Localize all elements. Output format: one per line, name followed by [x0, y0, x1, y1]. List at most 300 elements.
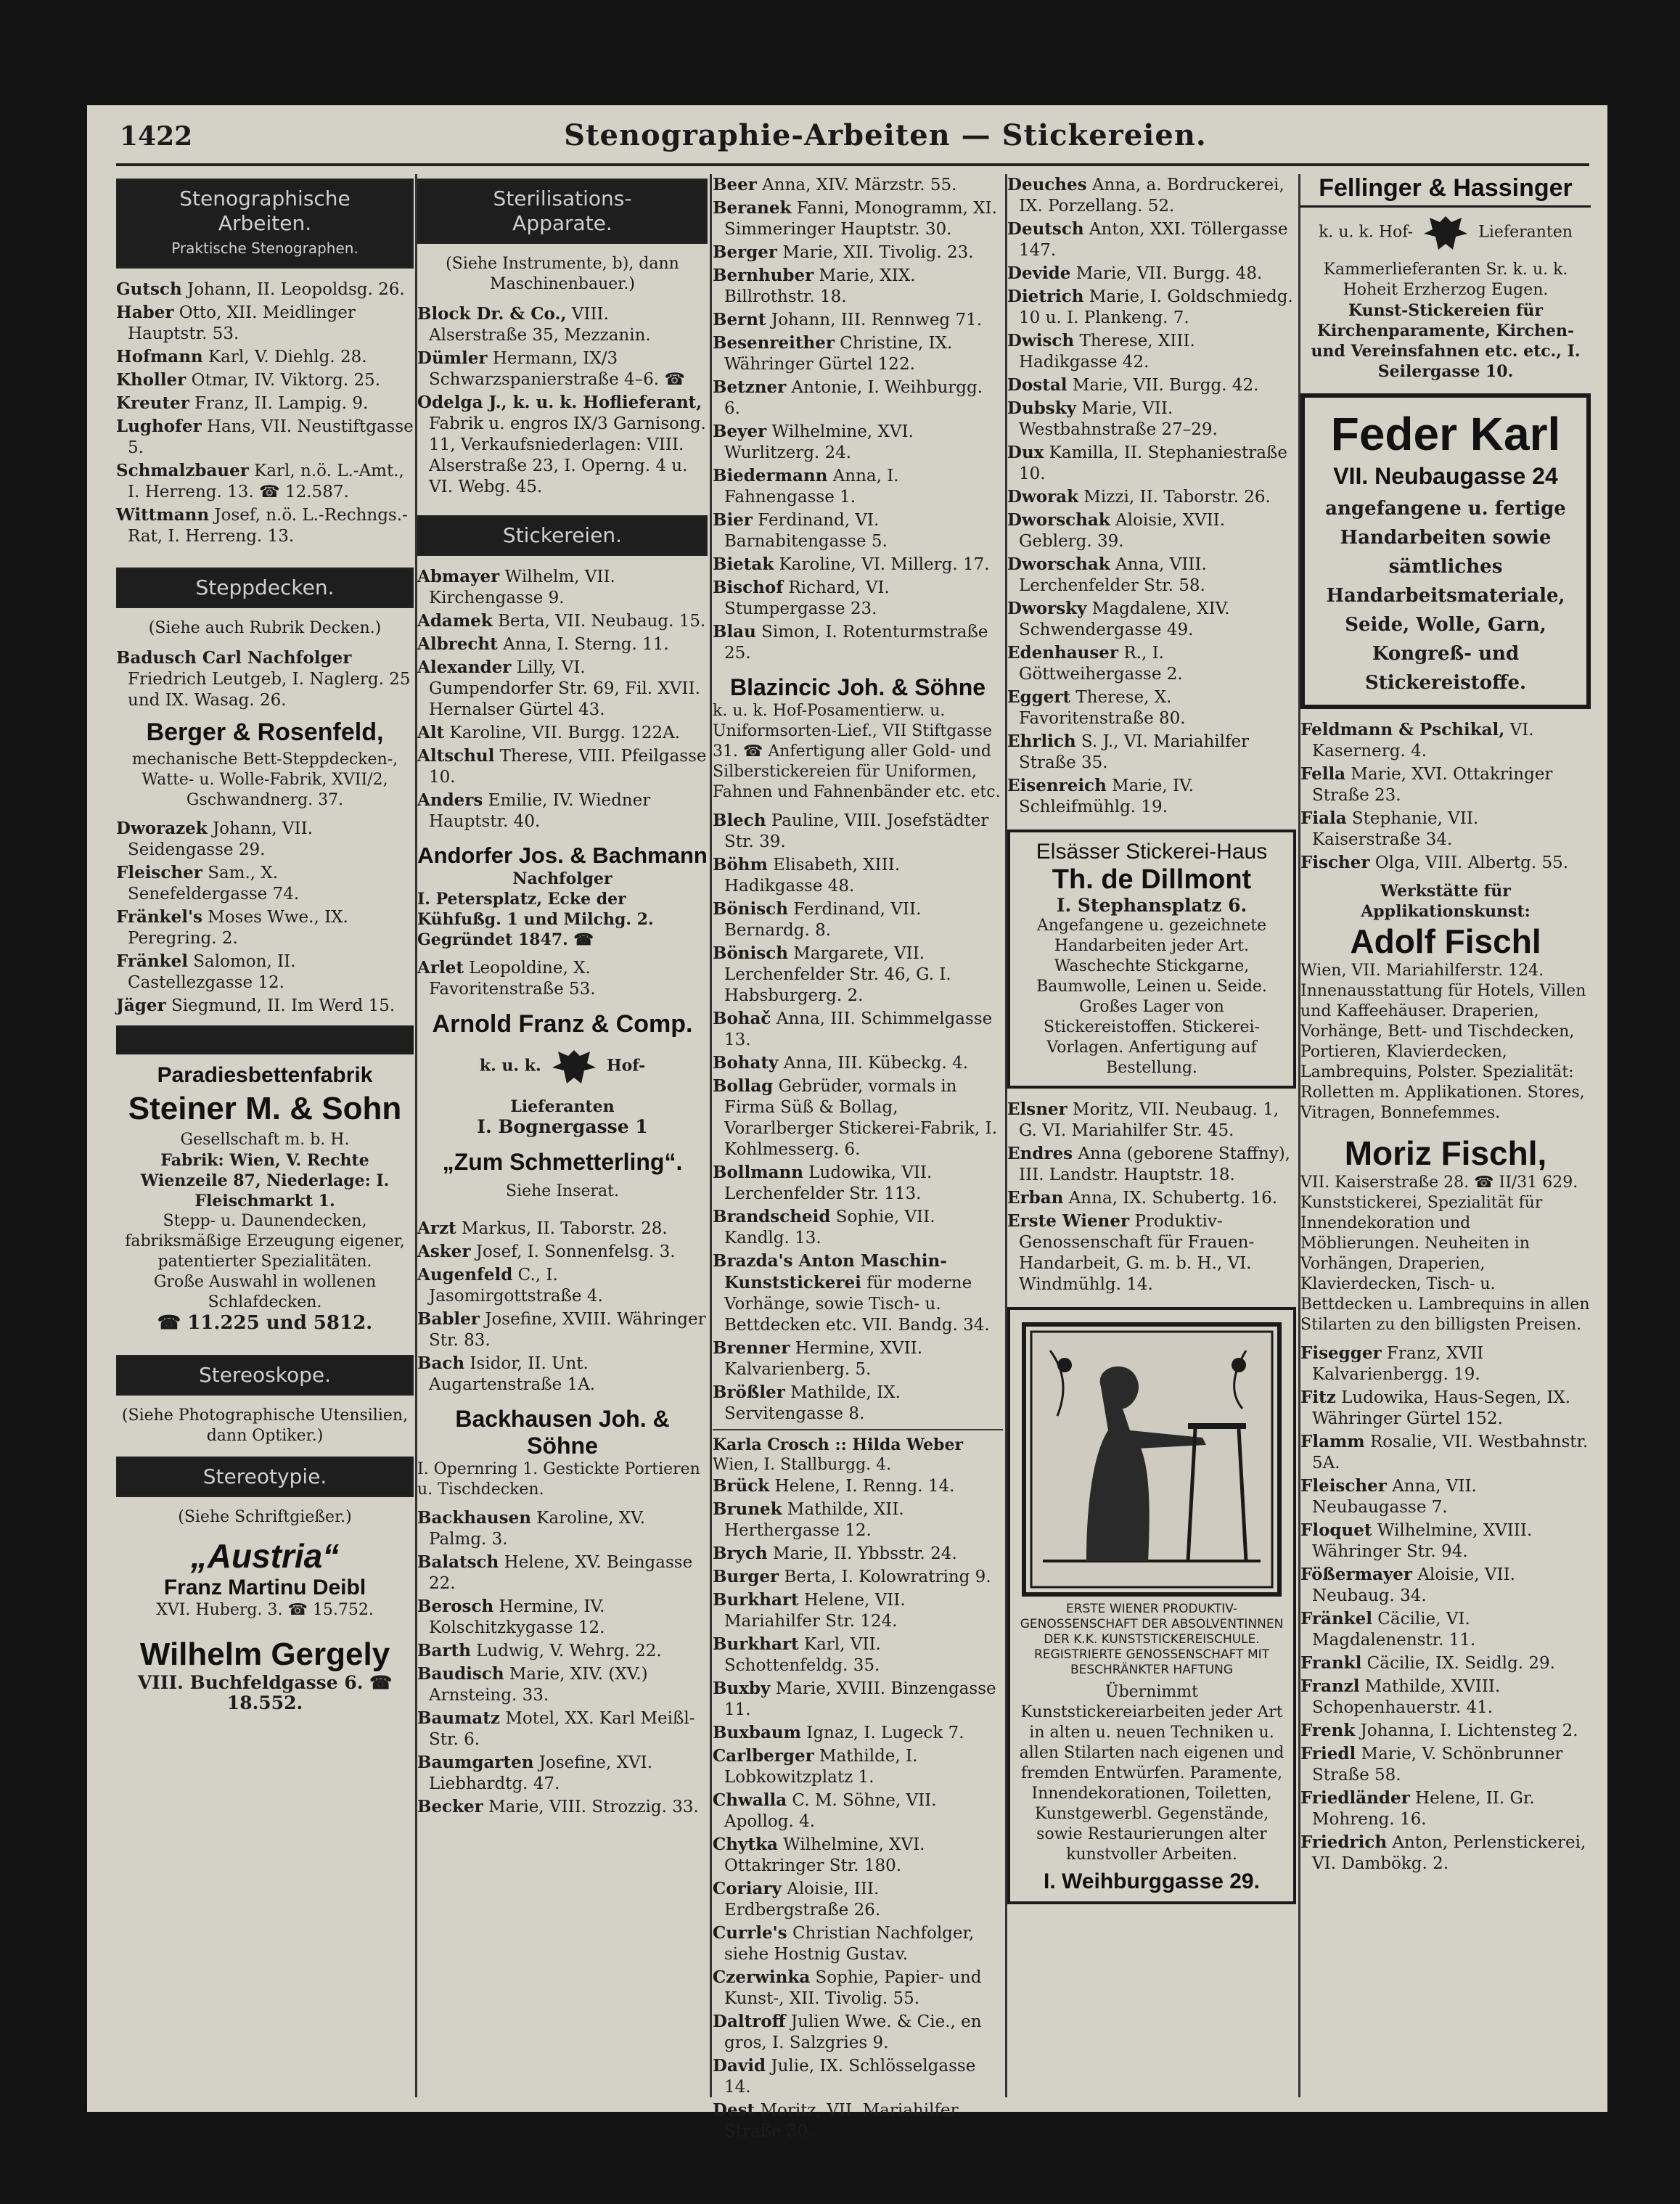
- directory-entry: [713, 1382, 1003, 1425]
- entry-details: Josefine, XVI. Liebhardtg. 47.: [429, 1753, 653, 1793]
- entry-name: Flamm: [1300, 1432, 1365, 1451]
- ad-mfischl-text: VII. Kaiserstraße 28. ☎ II/31 629. Kunststickerei, Spezialität für Innendekoration und Möblierungen. Neuheiten in Vorhängen, Draperien, Klavierdecken, Tisch- u. Bettdecken u. Lambrequins in allen Stilarten zu den billigsten Preisen.: [1300, 1173, 1590, 1334]
- entry-name: Bernt: [713, 310, 766, 329]
- entry-name: Feldmann & Pschikal,: [1300, 720, 1505, 740]
- entry-name: Bernhuber: [713, 266, 814, 285]
- entry-name: Kreuter: [116, 393, 189, 413]
- ad-crosch-weber: Karla Crosch :: Hilda Weber: [713, 1429, 1003, 1455]
- ad-andorfer-sub: Nachfolger: [512, 869, 612, 888]
- entry-details: Marie, XVIII. Binzengasse 11.: [724, 1679, 996, 1719]
- directory-entry: [1007, 554, 1296, 597]
- advertiser-name: Berger & Rosenfeld,: [146, 718, 384, 746]
- entry-name: Dest: [713, 2100, 755, 2120]
- entry-name: Dworak: [1007, 487, 1079, 507]
- ad-arnold-address: I. Bognergasse 1: [477, 1116, 648, 1137]
- entry-name: Friedrich: [1300, 1832, 1388, 1852]
- entry-name: Beyer: [713, 422, 767, 441]
- entry-name: Brück: [713, 1476, 770, 1496]
- directory-entry: [1007, 775, 1296, 818]
- entry-name: Bönisch: [713, 899, 788, 919]
- entry-name: Arlet: [417, 958, 464, 978]
- entry-name: Alt: [417, 723, 445, 742]
- directory-entry: [713, 1878, 1003, 1921]
- entry-name: Fößermayer: [1300, 1565, 1412, 1584]
- embroidery-woman-illustration: [1021, 1322, 1282, 1597]
- ad-backhausen-text: I. Opernring 1. Gestickte Portieren u. Tischdecken.: [417, 1460, 700, 1499]
- entry-details: Marie, V. Schönbrunner Straße 58.: [1312, 1745, 1563, 1785]
- directory-entry: [417, 1796, 708, 1818]
- ad-genossenschaft-title: ERSTE WIENER PRODUKTIV-GENOSSENSCHAFT DER ABSOLVENTINNEN DER K.K. KUNSTSTICKEREISCHULE. REGISTRIERTE GENOSSENSCHAFT MIT BESCHRÄNKTER HAFTUNG: [1020, 1602, 1284, 1677]
- directory-entry: [417, 1640, 708, 1662]
- entry-details: Isidor, II. Unt. Augartenstraße 1A.: [429, 1354, 596, 1394]
- ad-crosch-address: Wien, I. Stallburgg. 4.: [713, 1456, 892, 1474]
- directory-entry: [713, 1206, 1003, 1249]
- entry-details: Julien Wwe. & Cie., en gros, I. Salzgries 9.: [724, 2012, 982, 2052]
- ad-text: Stepp- u. Daunendecken, fabriksmäßige Erzeugung eigener, patentierter Spezialitäten.: [125, 1212, 405, 1271]
- ad-dillmont-name: Th. de Dillmont: [1052, 864, 1252, 895]
- directory-entry: [116, 818, 414, 861]
- entry-name: Edenhauser: [1007, 643, 1119, 663]
- entry-details: Helene, II. Gr. Mohreng. 16.: [1312, 1789, 1535, 1829]
- entry-details: Stephanie, VII. Kaiserstraße 34.: [1312, 809, 1479, 849]
- ad-austria-title: „Austria“: [190, 1537, 340, 1575]
- entry-details: Leopoldine, X. Favoritenstraße 53.: [429, 959, 596, 999]
- ad-gergely-name: Wilhelm Gergely: [139, 1636, 390, 1672]
- entry-details: Hermine, XVII. Kalvarienberg. 5.: [724, 1339, 923, 1379]
- cross-reference: (Siehe Instrumente, b), dann Maschinenbauer.): [446, 255, 679, 293]
- entry-details: Anna, III. Schimmelgasse 13.: [724, 1009, 993, 1049]
- entry-name: Dietrich: [1007, 287, 1084, 306]
- ad-fellinger-name: Fellinger & Hassinger: [1300, 174, 1591, 208]
- directory-entry: [116, 393, 414, 414]
- entry-details: Fabrik u. engros IX/3 Garnisong. 11, Verkaufsniederlagen: VIII. Alserstraße 23, I. Operng. 4 u. VI. Webg. 45.: [429, 414, 706, 496]
- entry-details: Richard, VI. Stumpergasse 23.: [724, 578, 890, 618]
- entry-details: Produktiv-Genossenschaft für Frauen-Handarbeit, G. m. b. H., VI. Windmühlg. 14.: [1019, 1212, 1255, 1294]
- entry-name: Gutsch: [116, 279, 182, 299]
- directory-entry: [417, 1663, 708, 1706]
- entry-name: Dümler: [417, 348, 488, 368]
- directory-entry: [417, 566, 708, 609]
- entry-details: Cäcilie, VI. Magdalenenstr. 11.: [1312, 1610, 1476, 1650]
- entry-details: Friedrich Leutgeb, I. Naglerg. 25 und IX. Wasag. 26.: [128, 670, 411, 710]
- entry-details: Simon, I. Rotenturmstraße 25.: [724, 623, 988, 663]
- entry-name: Burkhart: [713, 1634, 799, 1654]
- entry-details: Josef, I. Sonnenfelsg. 3.: [475, 1242, 676, 1261]
- ad-arnold-slogan: „Zum Schmetterling“.: [442, 1149, 683, 1175]
- entry-name: Brych: [713, 1544, 768, 1563]
- entry-name: Fisegger: [1300, 1343, 1382, 1363]
- ad-genossenschaft: [1007, 1307, 1296, 1904]
- entry-name: Fleischer: [116, 863, 202, 882]
- ad-fischl-headline: Werkstätte für Applikationskunst:: [1361, 882, 1531, 921]
- entry-details: Julie, IX. Schlösselgasse 14.: [724, 2057, 976, 2097]
- entry-details: Elisabeth, XIII. Hadikgasse 48.: [724, 856, 901, 896]
- directory-entry: [1007, 374, 1296, 396]
- directory-entry: [417, 1596, 708, 1639]
- ad-austria-name: Franz Martinu Deibl: [163, 1576, 366, 1599]
- entry-details: Marie, XII. Tivolig. 23.: [782, 243, 974, 262]
- entry-name: Berger: [713, 242, 778, 262]
- entry-name: Bietak: [713, 554, 774, 574]
- entry-details: Helene, I. Renng. 14.: [774, 1477, 955, 1496]
- directory-entry: [713, 265, 1003, 308]
- entry-name: Betzner: [713, 377, 787, 397]
- directory-entry: [1007, 486, 1296, 508]
- directory-entry: [1007, 1099, 1296, 1142]
- entry-details: Olga, VIII. Albertg. 55.: [1374, 853, 1569, 872]
- cross-reference: (Siehe auch Rubrik Decken.): [148, 619, 382, 637]
- entry-name: Baudisch: [417, 1664, 504, 1684]
- entry-name: Chwalla: [713, 1790, 787, 1810]
- directory-entry: [713, 1722, 1003, 1744]
- directory-list: [1007, 1099, 1296, 1295]
- directory-entry: [417, 1552, 708, 1594]
- column-4: [1007, 174, 1296, 2105]
- entry-name: Fella: [1300, 764, 1346, 784]
- entry-name: Fischer: [1300, 853, 1370, 872]
- entry-name: Fiala: [1300, 808, 1347, 828]
- directory-list: [116, 279, 414, 547]
- entry-details: Franz, II. Lampig. 9.: [194, 394, 369, 413]
- directory-entry: [713, 242, 1003, 263]
- directory-entry: [713, 1589, 1003, 1632]
- ad-divider: [116, 1025, 414, 1054]
- entry-name: Lughofer: [116, 417, 202, 436]
- entry-name: Czerwinka: [713, 1967, 811, 1987]
- entry-name: Augenfeld: [417, 1265, 513, 1285]
- ad-arnold-name: Arnold Franz & Comp.: [432, 1010, 693, 1038]
- directory-entry: [713, 1076, 1003, 1160]
- entry-details: Marie, VII. Burgg. 42.: [1072, 376, 1259, 395]
- directory-entry: [1007, 174, 1296, 217]
- ad-austria-address: XVI. Huberg. 3. ☎ 15.752.: [156, 1601, 374, 1619]
- directory-entry: [713, 1499, 1003, 1541]
- section-heading-steppdecken: Steppdecken.: [116, 568, 414, 608]
- entry-details: Salomon, II. Castellezgasse 12.: [128, 952, 296, 992]
- entry-details: Anna, VIII. Lerchenfelder Str. 58.: [1019, 555, 1207, 595]
- entry-name: Devide: [1007, 263, 1071, 283]
- entry-details: Moritz, VII. Mariahilfer Straße 30.: [724, 2101, 959, 2141]
- directory-entry: [713, 1745, 1003, 1788]
- directory-page: [87, 105, 1607, 2141]
- entry-name: Block Dr. & Co.,: [417, 304, 567, 324]
- entry-name: Albrecht: [417, 634, 498, 654]
- directory-entry: [417, 1218, 708, 1240]
- entry-name: Daltroff: [713, 2012, 786, 2031]
- entry-name: Wittmann: [116, 505, 210, 525]
- directory-entry: [713, 898, 1003, 941]
- directory-entry: [116, 951, 414, 994]
- directory-entry: [1007, 731, 1296, 774]
- directory-entry: [1300, 1431, 1591, 1474]
- entry-name: Dubsky: [1007, 398, 1076, 418]
- ad-company: Steiner M. & Sohn: [128, 1091, 402, 1126]
- directory-entry: [116, 647, 414, 711]
- entry-name: Burkhart: [713, 1590, 799, 1610]
- entry-name: Buxby: [713, 1679, 771, 1698]
- column-5: [1300, 174, 1591, 2105]
- directory-entry: [1300, 1652, 1591, 1674]
- column-2: [417, 174, 708, 2105]
- entry-name: Fränkel: [116, 951, 188, 971]
- entry-details: Franz, XVII Kalvarienbergg. 19.: [1312, 1344, 1484, 1384]
- entry-details: Emilie, IV. Wiedner Hauptstr. 40.: [429, 791, 651, 831]
- ad-headline: Paradiesbettenfabrik: [157, 1063, 373, 1087]
- ad-backhausen-name: Backhausen Joh. & Söhne: [455, 1406, 670, 1459]
- entry-details: Otmar, IV. Viktorg. 25.: [191, 371, 381, 390]
- entry-details: Cäcilie, IX. Seidlg. 29.: [1366, 1654, 1555, 1673]
- directory-entry: [1007, 1187, 1296, 1209]
- entry-details: Christian Nachfolger, siehe Hostnig Gustav.: [724, 1924, 975, 1964]
- cross-reference: (Siehe Schriftgießer.): [178, 1508, 352, 1526]
- ad-text: Große Auswahl in wollenen Schlafdecken.: [153, 1273, 377, 1311]
- entry-details: Christine, IX. Währinger Gürtel 122.: [724, 334, 953, 374]
- entry-details: Anna, XIV. Märzstr. 55.: [762, 176, 957, 194]
- directory-entry: [713, 1967, 1003, 2010]
- directory-entry: [417, 657, 708, 721]
- header-rule: [116, 163, 1589, 166]
- entry-name: Asker: [417, 1242, 471, 1261]
- directory-entry: [116, 416, 414, 459]
- entry-details: Marie, II. Ybbsstr. 24.: [772, 1544, 957, 1563]
- directory-entry: [1007, 1210, 1296, 1295]
- ad-arnold-ref: Siehe Inserat.: [506, 1182, 619, 1200]
- entry-details: Therese, XIII. Hadikgasse 42.: [1019, 332, 1195, 372]
- entry-details: Ludowika, Haus-Segen, IX. Währinger Gürtel 152.: [1312, 1388, 1571, 1428]
- eagle-crest-icon: [545, 1046, 603, 1089]
- entry-details: C. M. Söhne, VII. Apollog. 4.: [724, 1791, 937, 1831]
- entry-details: Mizzi, II. Taborstr. 26.: [1083, 488, 1271, 507]
- directory-entry: [713, 1250, 1003, 1336]
- directory-entry: [417, 1308, 708, 1351]
- directory-list: [417, 1507, 708, 1818]
- ad-feder: [1300, 393, 1591, 709]
- directory-entry: [713, 2011, 1003, 2054]
- directory-entry: [116, 346, 414, 368]
- directory-entry: [1007, 398, 1296, 441]
- directory-entry: [1007, 286, 1296, 329]
- section-heading-stereotypie: Stereotypie.: [116, 1457, 414, 1497]
- directory-list: [1300, 719, 1591, 874]
- directory-entry: [713, 421, 1003, 464]
- ad-andorfer-founded: Gegründet 1847. ☎: [417, 930, 594, 949]
- ad-dillmont: [1007, 829, 1296, 1089]
- ad-fischl-name: Adolf Fischl: [1350, 922, 1541, 960]
- entry-details: für moderne Vorhänge, sowie Tisch- u. Bettdecken etc. VII. Bandg. 34.: [724, 1274, 990, 1335]
- entry-details: Hans, VII. Neustiftgasse 5.: [128, 417, 414, 457]
- entry-details: Sophie, Papier- und Kunst-, XII. Tivolig. 55.: [724, 1968, 982, 2008]
- entry-details: Mathilde, I. Lobkowitzplatz 1.: [724, 1747, 918, 1787]
- entry-name: Brenner: [713, 1338, 790, 1358]
- ad-text: Gesellschaft m. b. H.: [180, 1131, 350, 1149]
- entry-name: Dworschak: [1007, 554, 1110, 574]
- entry-details: Markus, II. Taborstr. 28.: [461, 1219, 668, 1238]
- directory-entry: [417, 634, 708, 655]
- entry-details: Ferdinand, VI. Barnabitengasse 5.: [724, 511, 888, 551]
- directory-list: [417, 566, 708, 832]
- entry-details: Johann, VII. Seidengasse 29.: [128, 819, 313, 859]
- directory-entry: [713, 577, 1003, 620]
- entry-name: Elsner: [1007, 1099, 1068, 1119]
- directory-entry: [713, 465, 1003, 508]
- entry-details: Gebrüder, vormals in Firma Süß & Bollag, Vorarlberger Stickerei-Fabrik, I. Kohlmesserg. 6.: [724, 1077, 998, 1159]
- entry-name: Baumatz: [417, 1708, 500, 1728]
- directory-entry: [713, 2055, 1003, 2098]
- entry-details: Josefine, XVIII. Währinger Str. 83.: [429, 1310, 706, 1350]
- ad-fellinger-crest-row: k. u. k. Hof- Lieferanten: [1300, 212, 1591, 255]
- entry-details: Mathilde, IX. Servitengasse 8.: [724, 1383, 901, 1423]
- ad-dillmont-address: I. Stephansplatz 6.: [1056, 895, 1247, 916]
- entry-name: Haber: [116, 303, 174, 322]
- entry-details: Anna, IX. Schubertg. 16.: [1068, 1189, 1278, 1208]
- directory-list: [417, 957, 708, 1000]
- directory-list: [116, 647, 414, 711]
- directory-entry: [116, 279, 414, 300]
- directory-entry: [116, 862, 414, 905]
- entry-name: Hofmann: [116, 347, 203, 366]
- entry-details: Wilhelmine, XVIII. Währinger Str. 94.: [1312, 1521, 1533, 1561]
- directory-entry: [1300, 763, 1591, 806]
- directory-entry: [1007, 442, 1296, 485]
- entry-details: Therese, X. Favoritenstraße 80.: [1019, 688, 1186, 728]
- ad-feder-name: Feder Karl: [1330, 408, 1561, 460]
- entry-details: Therese, VIII. Pfeilgasse 10.: [429, 747, 707, 787]
- entry-name: Arzt: [417, 1218, 456, 1238]
- entry-name: Berosch: [417, 1597, 494, 1616]
- entry-name: Frankl: [1300, 1653, 1362, 1673]
- entry-name: Altschul: [417, 746, 495, 766]
- directory-entry: [1300, 1564, 1591, 1607]
- entry-details: Wilhelm, VII. Kirchengasse 9.: [429, 568, 615, 607]
- entry-details: Siegmund, II. Im Werd 15.: [171, 996, 396, 1015]
- directory-list: [116, 818, 414, 1017]
- page-title: Stenographie-Arbeiten — Stickereien.: [564, 118, 1207, 152]
- entry-details: Karl, V. Diehlg. 28.: [208, 348, 367, 366]
- section-heading-sterilisation: Sterilisations- Apparate.: [417, 179, 708, 244]
- directory-entry: [417, 392, 708, 498]
- entry-name: Kholler: [116, 370, 187, 390]
- entry-details: Sophie, VII. Kandlg. 13.: [724, 1208, 935, 1248]
- entry-details: Aloisie, XVII. Geblerg. 39.: [1019, 511, 1226, 551]
- directory-entry: [1300, 1520, 1591, 1562]
- entry-details: Wilhelmine, XVI. Wurlitzerg. 24.: [724, 422, 914, 462]
- entry-details: Magdalene, XIV. Schwendergasse 49.: [1019, 599, 1230, 639]
- directory-entry: [116, 504, 414, 547]
- directory-entry: [1300, 719, 1591, 762]
- entry-name: Babler: [417, 1309, 480, 1329]
- directory-entry: [417, 745, 708, 788]
- directory-entry: [713, 1008, 1003, 1051]
- entry-details: Ferdinand, VII. Bernardg. 8.: [724, 900, 922, 940]
- directory-list: [1007, 174, 1296, 818]
- directory-list: [713, 810, 1003, 1425]
- entry-details: Anna, VII. Neubaugasse 7.: [1312, 1477, 1477, 1517]
- entry-details: Ludowika, VII. Lerchenfelder Str. 113.: [724, 1163, 933, 1203]
- directory-entry: [713, 1678, 1003, 1721]
- directory-entry: [1300, 1475, 1591, 1518]
- directory-entry: [1300, 1387, 1591, 1430]
- eagle-crest-icon: [1417, 212, 1475, 255]
- ad-mfischl-name: Moriz Fischl,: [1344, 1134, 1547, 1172]
- entry-name: Bohač: [713, 1009, 771, 1028]
- ad-feder-text: angefangene u. fertige Handarbeiten sowie sämtliches Handarbeitsmateriale, Seide, Wolle, Garn, Kongreß- und Stickereistoffe.: [1325, 498, 1566, 694]
- ad-fellinger-patron: Kammerlieferanten Sr. k. u. k. Hoheit Erzherzog Eugen.: [1323, 261, 1568, 299]
- entry-details: Wilhelmine, XVI. Ottakringer Str. 180.: [724, 1835, 925, 1875]
- directory-entry: [417, 790, 708, 832]
- entry-name: Erban: [1007, 1188, 1064, 1208]
- directory-entry: [417, 1752, 708, 1795]
- entry-name: Barth: [417, 1641, 471, 1660]
- directory-entry: [1007, 218, 1296, 261]
- directory-entry: [417, 303, 708, 346]
- entry-name: Dwisch: [1007, 331, 1075, 351]
- entry-details: Aloisie, III. Erdbergstraße 26.: [724, 1880, 881, 1920]
- entry-name: Floquet: [1300, 1520, 1372, 1540]
- directory-entry: [1300, 1832, 1591, 1875]
- entry-name: Fitz: [1300, 1388, 1336, 1407]
- entry-name: Jäger: [116, 996, 166, 1015]
- entry-details: Margarete, VII. Lerchenfelder Str. 46, G. I. Habsburgerg. 2.: [724, 944, 951, 1005]
- advertiser-text: mechanische Bett-Steppdecken-, Watte- u. Wolle-Fabrik, XVII/2, Gschwandnerg. 37.: [131, 750, 398, 809]
- directory-entry: [1300, 1743, 1591, 1786]
- directory-entry: [713, 509, 1003, 552]
- directory-entry: [116, 995, 414, 1017]
- directory-entry: [1300, 1720, 1591, 1742]
- entry-details: Helene, XV. Beingasse 22.: [429, 1553, 693, 1593]
- entry-name: Bollmann: [713, 1163, 803, 1182]
- directory-entry: [713, 2099, 1003, 2142]
- entry-details: C., I. Jasomirgottstraße 4.: [429, 1266, 603, 1306]
- entry-details: Anna, I. Sterng. 11.: [503, 635, 669, 654]
- entry-name: Beranek: [713, 198, 792, 218]
- entry-details: Marie, XIV. (XV.) Arnsteing. 33.: [429, 1665, 648, 1705]
- directory-entry: [1007, 1143, 1296, 1186]
- entry-name: Frenk: [1300, 1721, 1356, 1740]
- entry-name: Dux: [1007, 443, 1044, 462]
- ad-fischl-text: Wien, VII. Mariahilferstr. 124. Innenausstattung für Hotels, Villen und Kaffeehäuser. Draperien, Vorhänge, Bett- und Tischdecken, Portieren, Klavierdecken, Lambrequins, Polster. Spezialität: Rolletten m. Applikationen. Stores, Vitragen, Bonnefemmes.: [1300, 962, 1586, 1122]
- entry-details: Johann, II. Leopoldsg. 26.: [187, 280, 405, 299]
- ad-arnold-crest-row: k. u. k. Hof-: [417, 1046, 708, 1089]
- ad-genossenschaft-address: I. Weihburggasse 29.: [1044, 1869, 1260, 1893]
- entry-details: Marie, XVI. Ottakringer Straße 23.: [1312, 765, 1553, 805]
- entry-name: Chytka: [713, 1835, 778, 1854]
- page-header: [87, 105, 1607, 163]
- entry-name: Anders: [417, 790, 483, 810]
- entry-details: Moritz, VII. Neubaug. 1, G. VI. Mariahilfer Str. 45.: [1019, 1100, 1279, 1140]
- directory-entry: [1300, 1608, 1591, 1651]
- column-3: [713, 174, 1003, 2141]
- entry-details: Marie, IV. Schleifmühlg. 19.: [1019, 777, 1194, 816]
- entry-name: Bönisch: [713, 943, 788, 963]
- entry-details: Johann, III. Rennweg 71.: [771, 311, 983, 329]
- entry-details: Sam., X. Senefeldergasse 74.: [128, 864, 300, 904]
- entry-name: Biedermann: [713, 466, 828, 486]
- entry-name: Backhausen: [417, 1508, 531, 1528]
- entry-name: Deutsch: [1007, 219, 1084, 239]
- ad-blazincic-name: Blazincic Joh. & Söhne: [729, 674, 986, 700]
- entry-details: Marie, VII. Westbahnstraße 27–29.: [1019, 399, 1218, 439]
- entry-details: Marie, I. Goldschmiedg. 10 u. I. Plankeng. 7.: [1019, 287, 1293, 327]
- entry-details: S. J., VI. Mariahilfer Straße 35.: [1019, 732, 1250, 772]
- cross-reference: (Siehe Photographische Utensilien, dann Optiker.): [121, 1406, 409, 1445]
- directory-entry: [1300, 1787, 1591, 1830]
- entry-details: Karoline, VII. Burgg. 122A.: [449, 724, 681, 742]
- directory-list: [1300, 1343, 1591, 1875]
- entry-name: Baumgarten: [417, 1753, 534, 1772]
- entry-details: Karoline, VI. Millerg. 17.: [779, 555, 990, 574]
- entry-details: Karl, n.ö. L.-Amt., I. Herreng. 13. ☎ 12.587.: [128, 462, 404, 501]
- entry-details: Josef, n.ö. L.-Rechngs.-Rat, I. Herreng. 13.: [128, 506, 408, 546]
